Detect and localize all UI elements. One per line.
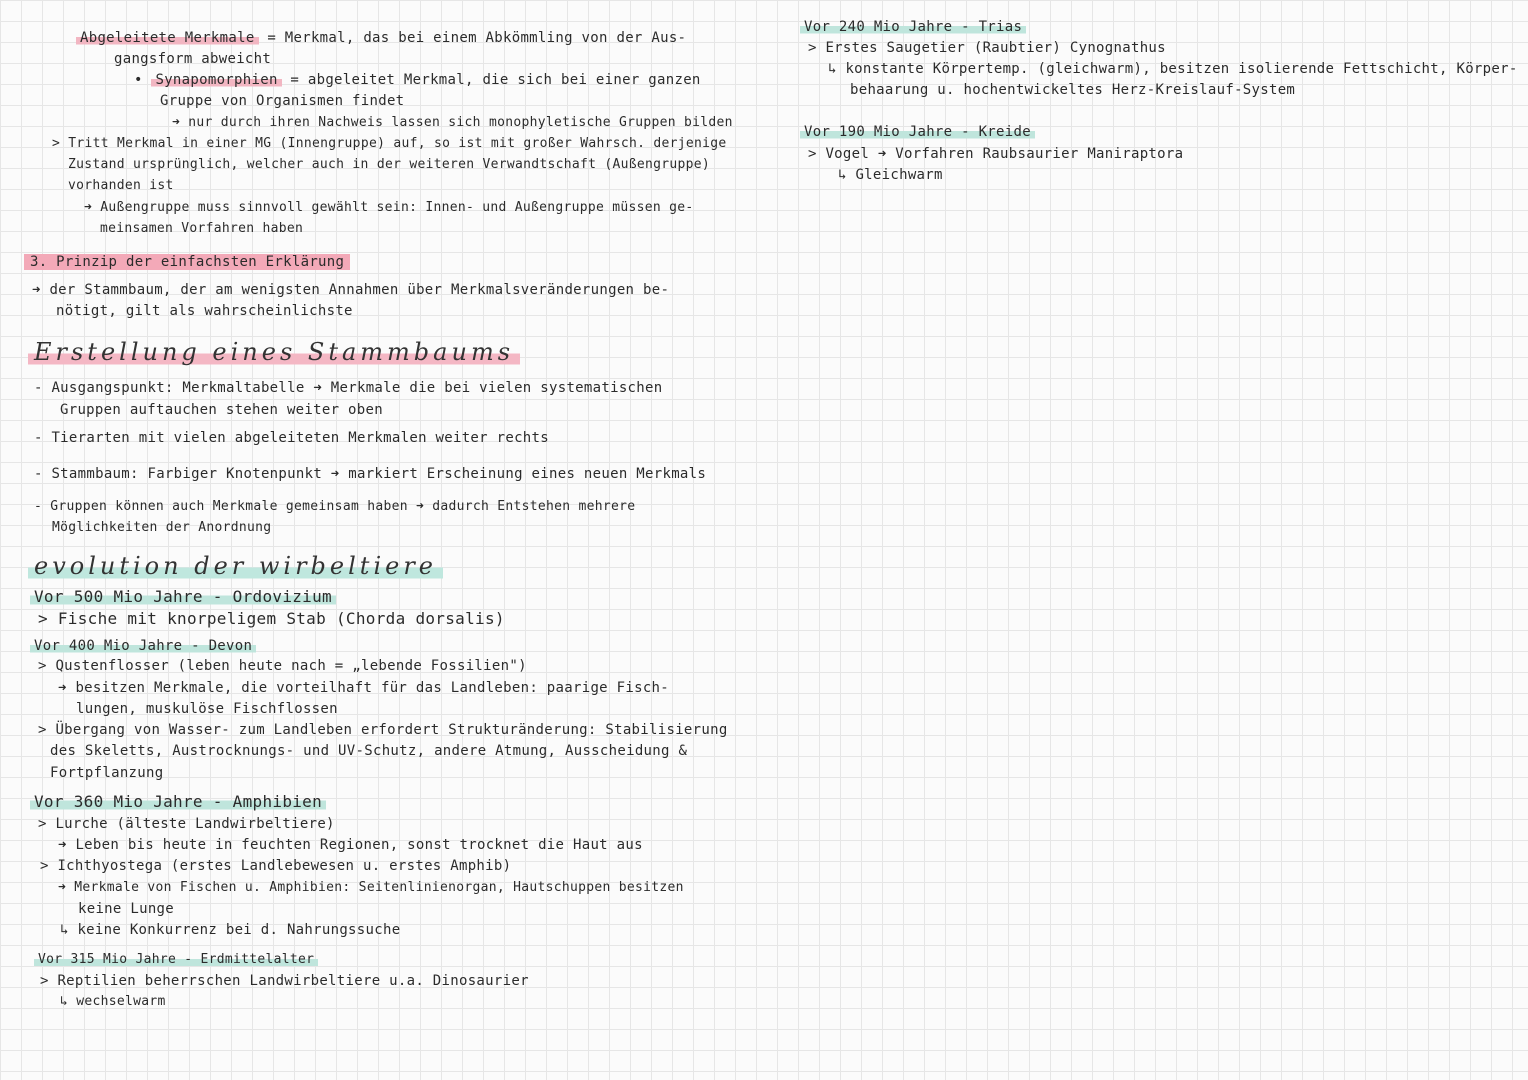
page-title-stammbaum: Erstellung eines Stammbaums [28,338,520,366]
note-line: > Reptilien beherrschen Landwirbeltiere u.a. Dinosaurier [40,973,529,989]
note-line: Möglichkeiten der Anordnung [52,520,272,535]
era-heading: Vor 190 Mio Jahre - Kreide [800,122,1035,142]
note-line: ➜ besitzen Merkmale, die vorteilhaft für das Landleben: paarige Fisch- [58,680,670,696]
note-line: • Synapomorphien = abgeleitet Merkmal, die sich bei einer ganzen [134,72,701,88]
term-highlight: Abgeleitete Merkmale [76,30,259,46]
note-line: vorhanden ist [68,178,174,193]
note-line: Gruppen auftauchen stehen weiter oben [60,402,383,418]
note-line: Gruppe von Organismen findet [160,93,405,109]
note-line: > Fische mit knorpeligem Stab (Chorda dorsalis) [38,609,505,628]
note-line: - Gruppen können auch Merkmale gemeinsam haben ➜ dadurch Entstehen mehrere [34,499,636,514]
note-line: ↳ wechselwarm [60,994,166,1009]
note-line: > Tritt Merkmal in einer MG (Innengruppe) auf, so ist mit großer Wahrsch. derjenige [52,136,727,151]
note-line: Abgeleitete Merkmale = Merkmal, das bei einem Abkömmling von der Aus- [76,28,686,48]
note-line: Fortpflanzung [50,765,164,781]
note-line: > Erstes Saugetier (Raubtier) Cynognathus [808,40,1166,56]
era-heading: Vor 360 Mio Jahre - Amphibien [30,792,326,812]
note-line: ➜ Leben bis heute in feuchten Regionen, sonst trocknet die Haut aus [58,837,643,853]
note-line: > Lurche (älteste Landwirbeltiere) [38,816,335,832]
note-line: > Qustenflosser (leben heute nach = „lebende Fossilien") [38,658,527,674]
note-line: - Stammbaum: Farbiger Knotenpunkt ➜ markiert Erscheinung eines neuen Merkmals [34,466,707,482]
era-heading: Vor 315 Mio Jahre - Erdmittelalter [34,950,318,970]
note-line: ➜ der Stammbaum, der am wenigsten Annahmen über Merkmalsveränderungen be- [32,282,670,298]
note-line: ➜ Außengruppe muss sinnvoll gewählt sein: Innen- und Außengruppe müssen ge- [84,200,694,215]
note-line: > Vogel ➜ Vorfahren Raubsaurier Maniraptora [808,146,1184,162]
note-line: - Tierarten mit vielen abgeleiteten Merkmalen weiter rechts [34,430,549,446]
page-title-evolution: evolution der wirbeltiere [28,552,443,580]
note-line: behaarung u. hochentwickeltes Herz-Kreislauf-System [850,82,1296,98]
note-line: lungen, muskulöse Fischflossen [76,701,338,717]
note-line: > Übergang von Wasser- zum Landleben erfordert Strukturänderung: Stabilisierung [38,722,728,738]
note-line: Zustand ursprünglich, welcher auch in der weiteren Verwandtschaft (Außengruppe) [68,157,711,172]
era-heading: Vor 240 Mio Jahre - Trias [800,17,1026,37]
note-line: gangsform abweicht [114,51,272,67]
note-line: keine Lunge [78,901,175,917]
note-line: ↳ keine Konkurrenz bei d. Nahrungssuche [60,922,401,938]
note-line: meinsamen Vorfahren haben [100,221,304,236]
era-heading: Vor 400 Mio Jahre - Devon [30,636,256,656]
term-highlight: Synapomorphien [151,72,281,88]
era-heading: Vor 500 Mio Jahre - Ordovizium [30,587,336,607]
note-line: ➜ Merkmale von Fischen u. Amphibien: Seitenlinienorgan, Hautschuppen besitzen [58,880,684,895]
note-line: nötigt, gilt als wahrscheinlichste [56,303,353,319]
note-line: > Ichthyostega (erstes Landlebewesen u. erstes Amphib) [40,858,512,874]
section-heading-principle: 3. Prinzip der einfachsten Erklärung [24,252,350,272]
note-line: - Ausgangspunkt: Merkmaltabelle ➜ Merkmale die bei vielen systematischen [34,380,663,396]
note-line: ↳ konstante Körpertemp. (gleichwarm), besitzen isolierende Fettschicht, Körper- [828,61,1518,77]
note-line: ↳ Gleichwarm [838,167,943,183]
note-line: ➜ nur durch ihren Nachweis lassen sich monophyletische Gruppen bilden [172,115,733,130]
note-line: des Skeletts, Austrocknungs- und UV-Schutz, andere Atmung, Ausscheidung & [50,743,688,759]
